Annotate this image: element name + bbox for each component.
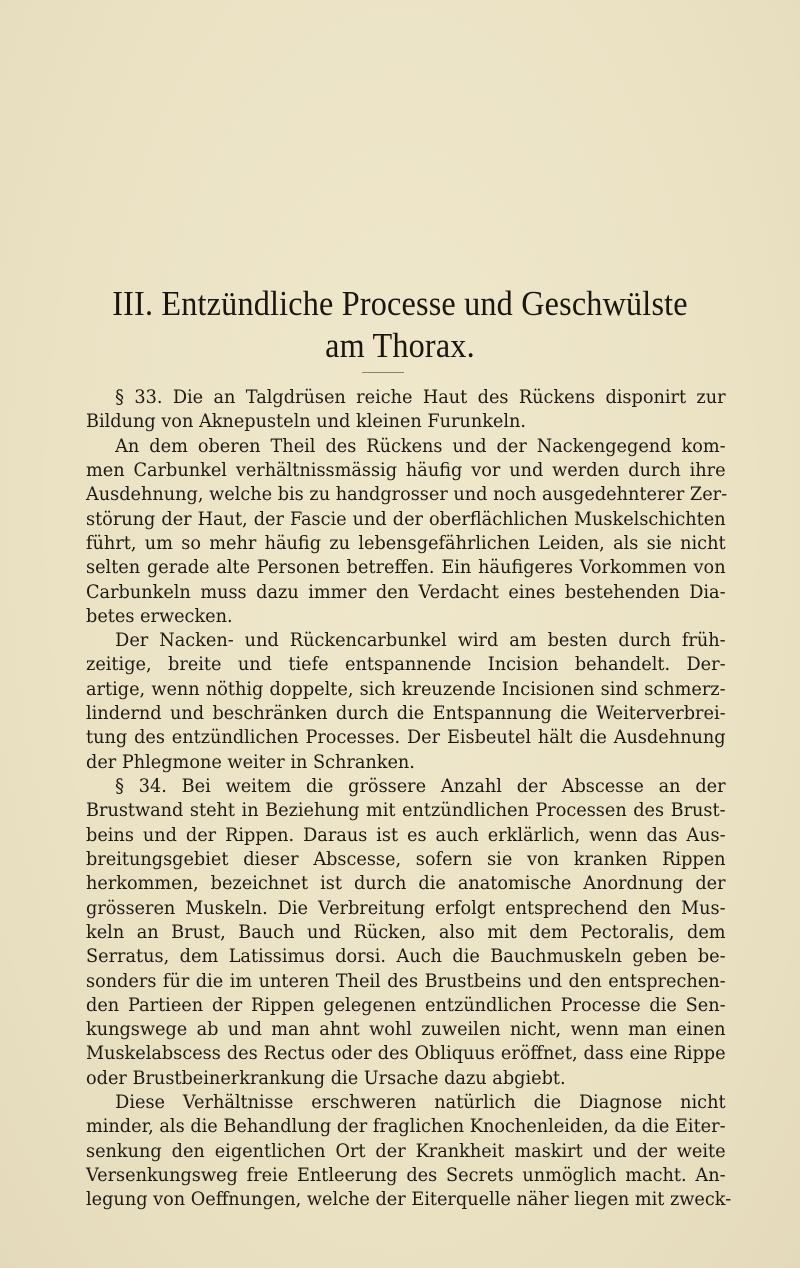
text-line: keln an Brust, Bauch und Rücken, also mit dem Pectoralis, dem — [86, 921, 726, 943]
text-line: den Partieen der Rippen gelegenen entzündlichen Processe die Sen- — [86, 994, 726, 1016]
text-line: Brustwand steht in Beziehung mit entzündlichen Processen des Brust- — [86, 800, 726, 822]
text-line: § 33. Die an Talgdrüsen reiche Haut des Rückens disponirt zur — [115, 387, 726, 408]
text-line: legung von Oeffnungen, welche der Eiterquelle näher liegen mit zweck- — [86, 1189, 732, 1211]
text-line: tung des entzündlichen Processes. Der Eisbeutel hält die Ausdehnung — [86, 727, 726, 749]
text-line: § 34. Bei weitem die grössere Anzahl der Abscesse an der — [115, 776, 726, 797]
chapter-title: III. Entzündliche Processe und Geschwülste — [112, 284, 688, 323]
text-line: lindernd und beschränken durch die Entspannung die Weiterverbrei- — [86, 703, 726, 725]
body-text — [86, 386, 732, 1213]
text-line: minder, als die Behandlung der fraglichen Knochenleiden, da die Eiter- — [86, 1116, 726, 1138]
chapter-subtitle: am Thorax. — [325, 326, 475, 365]
text-line: Der Nacken- und Rückencarbunkel wird am besten durch früh- — [115, 630, 726, 652]
text-line: beins und der Rippen. Daraus ist es auch erklärlich, wenn das Aus- — [86, 824, 726, 846]
text-line: Muskelabscess des Rectus oder des Obliquus eröffnet, dass eine Rippe — [86, 1043, 726, 1065]
text-line: betes erwecken. — [86, 605, 233, 627]
text-line: führt, um so mehr häufig zu lebensgefährlichen Leiden, als sie nicht — [86, 532, 726, 554]
title-divider — [362, 372, 404, 373]
text-line: Serratus, dem Latissimus dorsi. Auch die Bauchmuskeln geben be- — [86, 946, 726, 968]
text-line: breitungsgebiet dieser Abscesse, sofern sie von kranken Rippen — [86, 848, 726, 870]
text-line: grösseren Muskeln. Die Verbreitung erfolgt entsprechend den Mus- — [86, 897, 726, 919]
text-line: der Phlegmone weiter in Schranken. — [86, 751, 415, 773]
text-line: An dem oberen Theil des Rückens und der Nackengegend kom- — [115, 435, 726, 457]
text-line: artige, wenn nöthig doppelte, sich kreuzende Incisionen sind schmerz- — [86, 678, 726, 700]
text-line: herkommen, bezeichnet ist durch die anatomische Anordnung der — [86, 873, 726, 895]
text-line: oder Brustbeinerkrankung die Ursache dazu abgiebt. — [86, 1067, 566, 1089]
text-line: Ausdehnung, welche bis zu handgrosser und noch ausgedehnterer Zer- — [86, 484, 728, 506]
text-line: Bildung von Aknepusteln und kleinen Furunkeln. — [86, 411, 527, 433]
text-line: störung der Haut, der Fascie und der oberflächlichen Muskelschichten — [86, 508, 726, 530]
text-line: sonders für die im unteren Theil des Brustbeins und den entsprechen- — [86, 970, 726, 992]
text-line: Carbunkeln muss dazu immer den Verdacht eines bestehenden Dia- — [86, 581, 726, 603]
text-line: Versenkungsweg freie Entleerung des Secrets unmöglich macht. An- — [86, 1165, 726, 1186]
text-line: men Carbunkel verhältnissmässig häufig vor und werden durch ihre — [86, 459, 726, 481]
text-line: Diese Verhältnisse erschweren natürlich die Diagnose nicht — [115, 1092, 726, 1114]
text-line: kungswege ab und man ahnt wohl zuweilen nicht, wenn man einen — [86, 1019, 726, 1041]
text-line: selten gerade alte Personen betreffen. Ein häufigeres Vorkommen von — [86, 557, 726, 579]
text-line: senkung den eigentlichen Ort der Krankheit maskirt und der weite — [86, 1140, 726, 1162]
text-line: zeitige, breite und tiefe entspannende Incision behandelt. Der- — [86, 654, 726, 676]
